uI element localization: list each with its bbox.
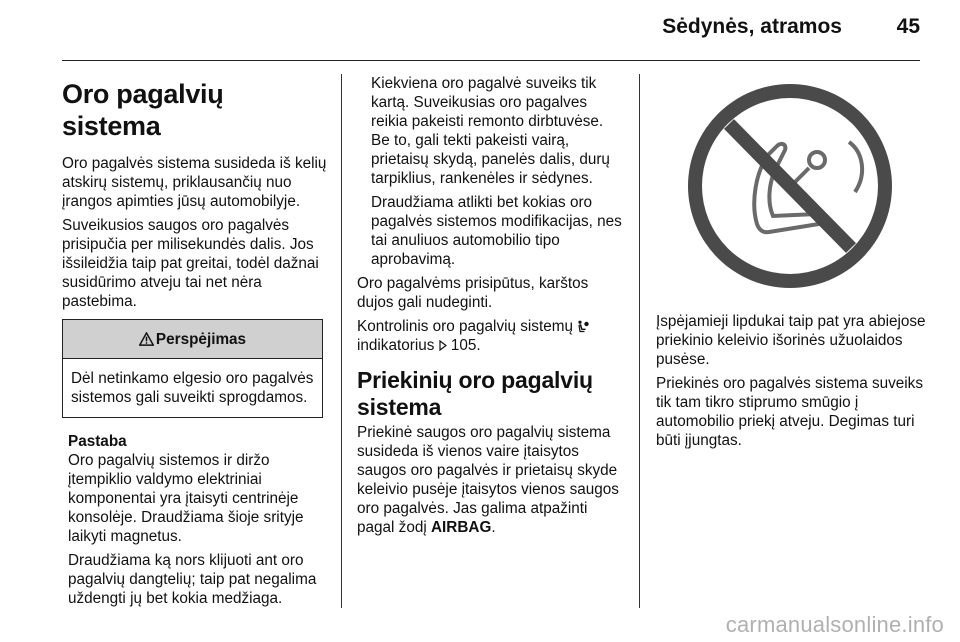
- front-airbag-paragraph: [357, 423, 625, 537]
- note-block: [62, 432, 328, 608]
- section-title: Sėdynės, atramos: [662, 15, 842, 38]
- warning-text: Dėl netinkamo elgesio oro pagalvės sistemos gali suveikti sprogdamos.: [71, 370, 314, 406]
- airbag-indicator-icon: [577, 320, 589, 333]
- page-number: 45: [896, 15, 920, 38]
- watermark: carmanualsonline.info: [725, 612, 944, 637]
- replacement-paragraph: Kiekviena oro pagalvė suveiks tik kartą. Suveikusias oro pagalves reikia pakeisti remonto dirbtuvėse. Be to, gali tekti pakeisti vairą, prietaisų skydą, panelės dalis, durų tarpiklius, rankenėles ir sėdynes.: [371, 75, 610, 187]
- page-header: [0, 0, 960, 60]
- indicator-text-mid: indikatorius: [357, 337, 435, 354]
- modification-paragraph: Draudžiama atlikti bet kokias oro pagalvės sistemos modifikacijas, nes tai anuliuos automobilio tipo aprobavimą.: [371, 194, 622, 268]
- deployment-paragraph: Suveikusios saugos oro pagalvės prisipučia per milisekundės dalis. Jos išsileidžia taip pat greitai, todėl dažnai susidūrimo atveju tai net nėra pastebima.: [62, 217, 319, 310]
- column-divider-2: [639, 74, 640, 608]
- warning-triangle-icon: [139, 332, 154, 346]
- page-reference-arrow-icon: [439, 340, 447, 351]
- note-text-2: Draudžiama ką nors klijuoti ant oro pagalvių dangtelių; taip pat negalima uždengti jų bet kokia medžiaga.: [68, 552, 317, 607]
- column-1: [62, 74, 328, 613]
- column-3: [656, 74, 926, 455]
- section-heading: Oro pagalvių sistema: [62, 79, 224, 141]
- note-title: Pastaba: [68, 433, 127, 450]
- header-divider: [62, 60, 920, 61]
- intro-paragraph: Oro pagalvės sistema susideda iš kelių atskirų sistemų, priklausančių nuo įrangos apimties jūsų automobilyje.: [62, 155, 327, 210]
- front-airbag-heading: Priekinių oro pagalvių sistema: [357, 367, 593, 420]
- no-rear-facing-child-seat-icon: [657, 74, 923, 298]
- burn-warning-paragraph: Oro pagalvėms prisipūtus, karštos dujos gali nudeginti.: [357, 275, 589, 311]
- airbag-word: AIRBAG: [431, 519, 492, 536]
- indicator-paragraph: [357, 317, 625, 355]
- column-2: [357, 74, 625, 542]
- note-text-1: Oro pagalvių sistemos ir diržo įtempiklio valdymo elektriniai komponentai yra įtaisyti centrinėje konsolėje. Draudžiama šioje srityje laikyti magnetus.: [68, 452, 304, 545]
- warning-box: [62, 319, 323, 418]
- warning-header: [63, 320, 322, 359]
- label-paragraph: Įspėjamieji lipdukai taip pat yra abiejose priekinio keleivio išorinės užuolaidos pusėse.: [656, 313, 926, 368]
- column-divider-1: [341, 74, 342, 608]
- activation-paragraph: Priekinės oro pagalvės sistema suveiks tik tam tikro stiprumo smūgio į automobilio priekį atveju. Degimas turi būti įjungtas.: [656, 375, 923, 449]
- front-airbag-text-end: .: [491, 519, 496, 536]
- indicator-page-ref[interactable]: 105.: [450, 337, 481, 354]
- indicator-text-before: Kontrolinis oro pagalvių sistemų: [357, 318, 573, 335]
- warning-title: Perspėjimas: [155, 330, 247, 348]
- front-airbag-text: Priekinė saugos oro pagalvių sistema susideda iš vienos vaire įtaisytos saugos oro pagalvės ir prietaisų skyde keleivio pusėje įtaisytos vienos saugos oro pagalvės. Jas galima atpažinti pagal žodį: [357, 424, 619, 536]
